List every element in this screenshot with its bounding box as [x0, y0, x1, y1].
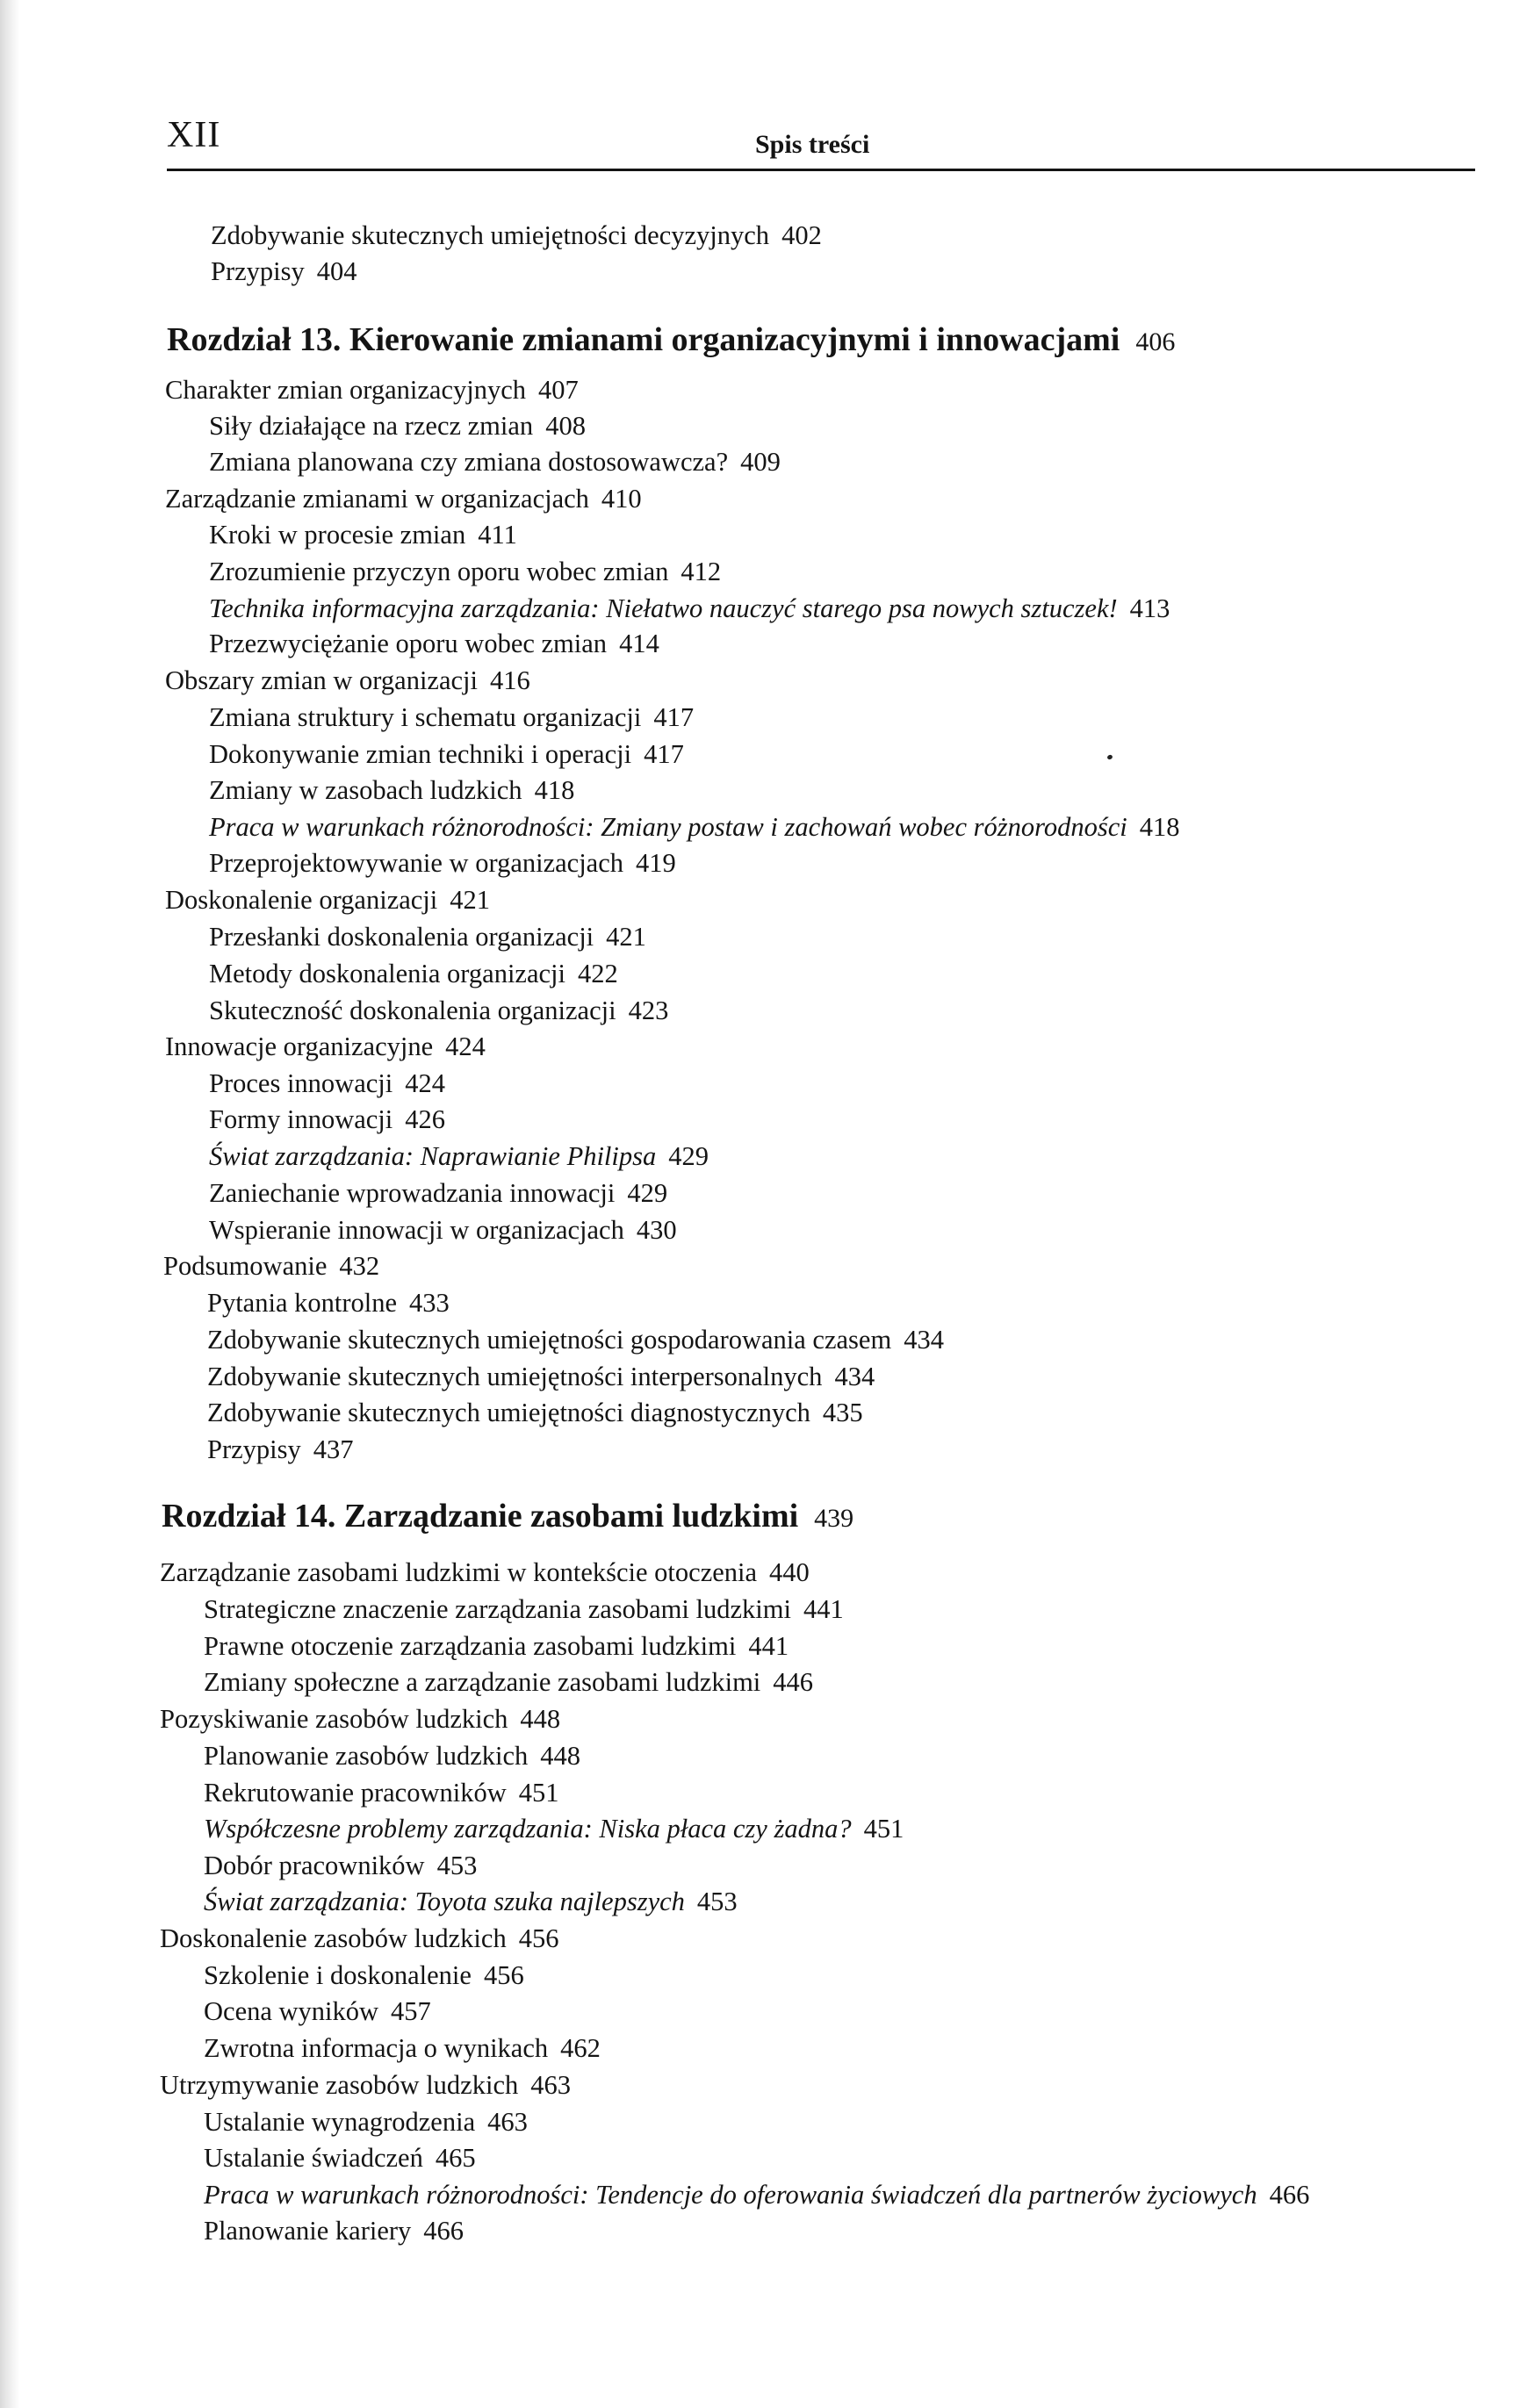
toc-entry: [204, 1995, 431, 2027]
toc-entry-page: 402: [781, 220, 822, 250]
toc-entry-page: 408: [545, 411, 586, 441]
toc-entry-page: 434: [834, 1362, 875, 1391]
toc-entry-page: 448: [540, 1741, 581, 1771]
toc-entry-title: Metody doskonalenia organizacji: [209, 959, 565, 988]
toc-section-title: Zarządzanie zasobami ludzkimi w kontekście otoczenia: [160, 1557, 758, 1587]
toc-entry: [207, 1397, 863, 1428]
toc-entry: [207, 1324, 944, 1355]
toc-entry: [204, 2032, 601, 2064]
toc-entry-title: Przezwyciężanie oporu wobec zmian: [209, 629, 608, 658]
toc-entry: [209, 556, 721, 587]
toc-entry: [209, 628, 659, 659]
toc-entry-title: Zdobywanie skutecznych umiejętności interpersonalnych: [207, 1362, 823, 1391]
toc-entry-page: 457: [391, 1996, 431, 2026]
toc-entry-page: 412: [681, 557, 722, 586]
chapter-title: Rozdział 13. Kierowanie zmianami organizacyjnymi i innowacjami: [167, 321, 1120, 358]
toc-entry: [209, 995, 668, 1026]
toc-entry-title: Współczesne problemy zarządzania: Niska płaca czy żadna?: [204, 1814, 852, 1844]
toc-entry-title: Zrozumienie przyczyn oporu wobec zmian: [209, 557, 669, 586]
toc-entry: [209, 774, 574, 806]
toc-entry: [204, 1666, 813, 1698]
toc-section-page: 456: [518, 1923, 559, 1953]
toc-entry: [207, 1361, 875, 1392]
toc-entry: [209, 1103, 445, 1135]
toc-entry-title: Wspieranie innowacji w organizacjach: [209, 1215, 624, 1245]
toc-entry-title: Zdobywanie skutecznych umiejętności gospodarowania czasem: [207, 1325, 892, 1355]
toc-entry-title: Siły działające na rzecz zmian: [209, 411, 534, 441]
toc-section-page: 421: [450, 885, 491, 915]
toc-entry: [209, 1067, 445, 1099]
toc-entry-title: Prawne otoczenie zarządzania zasobami ludzkimi: [204, 1631, 737, 1661]
chapter-heading: [167, 320, 1175, 363]
toc-entry: [209, 847, 676, 879]
toc-entry-title: Zdobywanie skutecznych umiejętności decyzyjnych: [211, 220, 770, 250]
toc-entry: [209, 738, 684, 770]
toc-entry-feature: [209, 811, 1180, 843]
toc-section-title: Pozyskiwanie zasobów ludzkich: [160, 1704, 508, 1734]
toc-entry-feature: [204, 2179, 1309, 2210]
toc-entry-page: 418: [1139, 812, 1180, 842]
toc-entry-page: 424: [405, 1068, 445, 1098]
toc-section: [165, 665, 530, 696]
toc-entry: [204, 2215, 464, 2246]
chapter-page: 439: [814, 1504, 854, 1533]
toc-section: [163, 1250, 379, 1282]
toc-entry-title: Ustalanie świadczeń: [204, 2143, 423, 2173]
toc-entry-feature: [204, 1813, 904, 1844]
toc-entry: [204, 1630, 789, 1662]
toc-entry-page: 417: [644, 739, 684, 769]
toc-entry-title: Praca w warunkach różnorodności: Zmiany postaw i zachowań wobec różnorodności: [209, 812, 1127, 842]
toc-entry-title: Zmiany społeczne a zarządzanie zasobami ludzkimi: [204, 1667, 761, 1697]
toc-entry-page: 426: [405, 1104, 445, 1134]
toc-section-title: Doskonalenie organizacji: [165, 885, 438, 915]
toc-entry-title: Planowanie zasobów ludzkich: [204, 1741, 529, 1771]
toc-entry-page: 466: [423, 2216, 465, 2246]
toc-section-title: Zarządzanie zmianami w organizacjach: [165, 484, 589, 514]
toc-entry-page: 435: [822, 1398, 863, 1427]
toc-entry-title: Strategiczne znaczenie zarządzania zasobami ludzkimi: [204, 1594, 791, 1624]
toc-entry-page: 433: [409, 1288, 450, 1318]
toc-entry-page: 419: [636, 848, 676, 878]
toc-section-title: Innowacje organizacyjne: [165, 1031, 434, 1061]
toc-entry-page: 465: [435, 2143, 476, 2173]
toc-entry-page: 456: [483, 1960, 524, 1990]
toc-entry: [211, 255, 357, 287]
toc-entry-title: Proces innowacji: [209, 1068, 393, 1098]
toc-entry: [204, 1850, 477, 1881]
toc-entry-page: 466: [1269, 2180, 1310, 2210]
toc-entry-title: Formy innowacji: [209, 1104, 393, 1134]
toc-entry-page: 463: [487, 2107, 528, 2137]
toc-entry-page: 441: [748, 1631, 789, 1661]
toc-entry: [204, 1777, 558, 1808]
toc-entry-feature: [204, 1886, 738, 1917]
toc-section-page: 424: [445, 1031, 486, 1061]
toc-section-title: Doskonalenie zasobów ludzkich: [160, 1923, 507, 1953]
toc-entry: [207, 1287, 450, 1319]
toc-entry-title: Przeprojektowywanie w organizacjach: [209, 848, 623, 878]
toc-entry-page: 462: [560, 2033, 601, 2063]
toc-entry-page: 411: [478, 520, 517, 550]
toc-entry-title: Świat zarządzania: Naprawianie Philipsa: [209, 1141, 657, 1171]
toc-section: [165, 884, 490, 916]
toc-entry-feature: [209, 593, 1170, 624]
toc-entry-page: 423: [628, 996, 669, 1025]
toc-section-page: 407: [538, 375, 579, 405]
chapter-heading: [162, 1496, 853, 1539]
toc-section: [160, 1923, 558, 1954]
toc-entry-title: Zdobywanie skutecznych umiejętności diagnostycznych: [207, 1398, 810, 1427]
toc-entry: [207, 1434, 354, 1465]
toc-section-page: 440: [769, 1557, 810, 1587]
toc-section-page: 432: [339, 1251, 380, 1281]
running-title: Spis treści: [755, 130, 870, 159]
toc-entry-page: 413: [1129, 593, 1170, 623]
toc-entry-title: Szkolenie i doskonalenie: [204, 1960, 472, 1990]
toc-entry-title: Technika informacyjna zarządzania: Niełatwo nauczyć starego psa nowych sztuczek!: [209, 593, 1118, 623]
toc-entry-page: 409: [740, 447, 781, 477]
toc-section: [165, 1031, 486, 1062]
toc-entry: [204, 1593, 844, 1625]
toc-section-page: 416: [489, 665, 530, 695]
toc-entry-title: Zwrotna informacja o wynikach: [204, 2033, 549, 2063]
toc-section-page: 410: [601, 484, 642, 514]
toc-entry-feature: [209, 1140, 709, 1172]
toc-section: [165, 483, 642, 514]
toc-entry: [204, 2106, 528, 2138]
toc-entry-title: Przypisy: [211, 256, 305, 286]
toc-entry-page: 434: [904, 1325, 944, 1355]
page-number: XII: [167, 115, 221, 155]
toc-entry-page: 418: [534, 775, 575, 805]
toc-entry-title: Skuteczność doskonalenia organizacji: [209, 996, 616, 1025]
toc-entry: [209, 446, 781, 478]
toc-section: [165, 374, 579, 406]
toc-section-title: Utrzymywanie zasobów ludzkich: [160, 2070, 519, 2100]
toc-entry-title: Ocena wyników: [204, 1996, 379, 2026]
toc-section: [160, 1556, 810, 1588]
toc-entry-page: 429: [627, 1178, 668, 1208]
toc-entry: [209, 701, 694, 733]
chapter-title: Rozdział 14. Zarządzanie zasobami ludzkimi: [162, 1498, 799, 1535]
toc-entry-title: Ustalanie wynagrodzenia: [204, 2107, 476, 2137]
toc-entry-title: Przesłanki doskonalenia organizacji: [209, 922, 594, 952]
toc-entry-page: 446: [773, 1667, 814, 1697]
toc-entry-page: 404: [316, 256, 357, 286]
toc-entry-page: 453: [696, 1887, 738, 1916]
chapter-page: 406: [1135, 327, 1176, 356]
toc-entry: [209, 921, 646, 952]
toc-entry-title: Kroki w procesie zmian: [209, 520, 466, 550]
toc-entry-page: 430: [636, 1215, 677, 1245]
toc-entry: [209, 410, 586, 442]
toc-entry-page: 422: [578, 959, 618, 988]
toc-entry-title: Zmiana struktury i schematu organizacji: [209, 702, 642, 732]
toc-entry: [204, 1959, 524, 1991]
toc-entry-title: Przypisy: [207, 1434, 301, 1464]
toc-section-title: Podsumowanie: [163, 1251, 328, 1281]
toc-entry-title: Zaniechanie wprowadzania innowacji: [209, 1178, 616, 1208]
toc-entry-page: 437: [313, 1434, 354, 1464]
toc-entry-title: Pytania kontrolne: [207, 1288, 398, 1318]
toc-entry: [209, 958, 618, 989]
toc-section-page: 448: [520, 1704, 561, 1734]
toc-entry: [204, 1740, 580, 1772]
toc-entry-title: Świat zarządzania: Toyota szuka najlepszych: [204, 1887, 685, 1916]
toc-entry-title: Zmiana planowana czy zmiana dostosowawcza?: [209, 447, 729, 477]
toc-entry-title: Zmiany w zasobach ludzkich: [209, 775, 522, 805]
toc-entry: [209, 519, 517, 550]
toc-entry-page: 451: [863, 1814, 904, 1844]
toc-entry: [211, 219, 822, 251]
toc-section: [160, 2069, 571, 2101]
toc-entry-page: 453: [436, 1851, 478, 1880]
toc-section: [160, 1703, 560, 1735]
toc-section-title: Charakter zmian organizacyjnych: [165, 375, 527, 405]
toc-entry-title: Dokonywanie zmian techniki i operacji: [209, 739, 632, 769]
toc-entry-page: 417: [653, 702, 695, 732]
toc-entry-page: 441: [803, 1594, 844, 1624]
toc-section-page: 463: [530, 2070, 571, 2100]
toc-entry-title: Rekrutowanie pracowników: [204, 1778, 507, 1808]
toc-entry: [209, 1214, 677, 1246]
toc-entry-title: Praca w warunkach różnorodności: Tendencje do oferowania świadczeń dla partnerów życiowych: [204, 2180, 1257, 2210]
toc-section-title: Obszary zmian w organizacji: [165, 665, 478, 695]
toc-entry-page: 421: [606, 922, 646, 952]
toc-entry-title: Dobór pracowników: [204, 1851, 425, 1880]
toc-entry: [204, 2142, 476, 2174]
toc-entry-page: 429: [668, 1141, 709, 1171]
toc-entry: [209, 1177, 667, 1209]
toc-entry-page: 451: [518, 1778, 559, 1808]
toc-entry-title: Planowanie kariery: [204, 2216, 412, 2246]
toc-entry-page: 414: [619, 629, 659, 658]
